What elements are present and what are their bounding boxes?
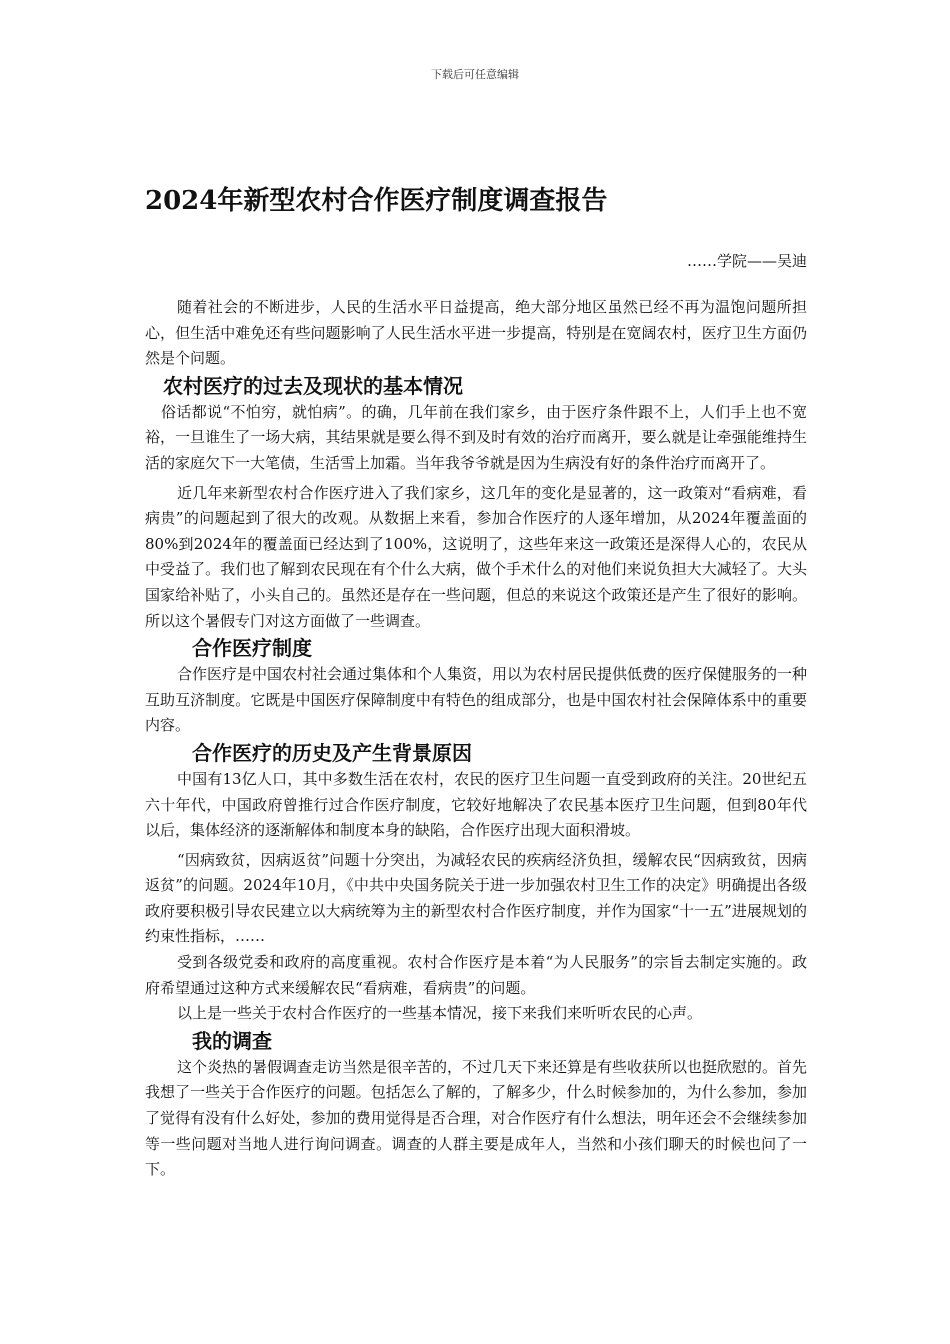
paragraph: 这个炎热的暑假调查走访当然是很辛苦的，不过几天下来还算是有些收获所以也挺欣慰的。首先我想了一些关于合作医疗的问题。包括怎么了解的，了解多少，什么时候参加的，为什么参加，参加了觉得有没有什么好处，参加的费用觉得是否合理，对合作医疗有什么想法，明年还会不会继续参加等一些问题对当地人进行询问调查。调查的人群主要是成年人，当然和小孩们聊天的时候也问了一下。 <box>145 1057 808 1179</box>
document-title: 2024年新型农村合作医疗制度调查报告 <box>145 186 608 216</box>
section-heading-cooperative-medical-system: 合作医疗制度 <box>192 636 312 661</box>
document-body <box>145 295 807 1183</box>
author-line: ……学院——吴迪 <box>686 252 807 270</box>
paragraph: 近几年来新型农村合作医疗进入了我们家乡，这几年的变化是显著的，这一政策对“看病难，看病贵”的问题起到了很大的改观。从数据上来看，参加合作医疗的人逐年增加，从2024年覆盖面的80%到2024年的覆盖面已经达到了100%，这说明了，这些年来这一政策还是深得人心的，农民从中受益了。我们也了解到农民现在有个什么大病，做个手术什么的对他们来说负担大大减轻了。大头国家给补贴了，小头自己的。虽然还是存在一些问题，但总的来说这个政策还是产生了很好的影响。所以这个暑假专门对这方面做了一些调查。 <box>145 483 807 630</box>
section-heading-my-survey: 我的调查 <box>192 1028 272 1053</box>
paragraph: 中国有13亿人口，其中多数生活在农村，农民的医疗卫生问题一直受到政府的关注。20世纪五六十年代，中国政府曾推行过合作医疗制度，它较好地解决了农民基本医疗卫生问题，但到80年代以后，集体经济的逐渐解体和制度本身的缺陷，合作医疗出现大面积滑坡。 <box>145 769 807 840</box>
section-heading-rural-medical-status: 农村医疗的过去及现状的基本情况 <box>163 373 463 398</box>
section-heading-history-background: 合作医疗的历史及产生背景原因 <box>192 740 472 765</box>
paragraph: 受到各级党委和政府的高度重视。农村合作医疗是本着“为人民服务”的宗旨去制定实施的。政府希望通过这种方式来缓解农民“看病难，看病贵”的问题。 <box>145 953 807 997</box>
paragraph: “因病致贫，因病返贫”问题十分突出，为减轻农民的疾病经济负担，缓解农民“因病致贫，因病返贫”的问题。2024年10月，《中共中央国务院关于进一步加强农村卫生工作的决定》明确提出各级政府要积极引导农民建立以大病统筹为主的新型农村合作医疗制度，并作为国家“十一五”进展规划的约束性指标，…… <box>145 850 807 946</box>
paragraph: 以上是一些关于农村合作医疗的一些基本情况，接下来我们来听听农民的心声。 <box>177 1004 703 1023</box>
header-note: 下载后可任意编辑 <box>431 68 519 81</box>
paragraph: 合作医疗是中国农村社会通过集体和个人集资，用以为农村居民提供低费的医疗保健服务的一种互助互济制度。它既是中国医疗保障制度中有特色的组成部分，也是中国农村社会保障体系中的重要内容。 <box>145 665 808 735</box>
paragraph: 俗话都说“不怕穷，就怕病”。的确，几年前在我们家乡，由于医疗条件跟不上，人们手上也不宽裕，一旦谁生了一场大病，其结果就是要么得不到及时有效的治疗而离开，要么就是让牵强能维持生活的家庭欠下一大笔债，生活雪上加霜。当年我爷爷就是因为生病没有好的条件治疗而离开了。 <box>145 402 807 472</box>
intro-paragraph: 随着社会的不断进步，人民的生活水平日益提高，绝大部分地区虽然已经不再为温饱问题所担心，但生活中难免还有些问题影响了人民生活水平进一步提高，特别是在宽阔农村，医疗卫生方面仍然是个问题。 <box>145 298 807 368</box>
